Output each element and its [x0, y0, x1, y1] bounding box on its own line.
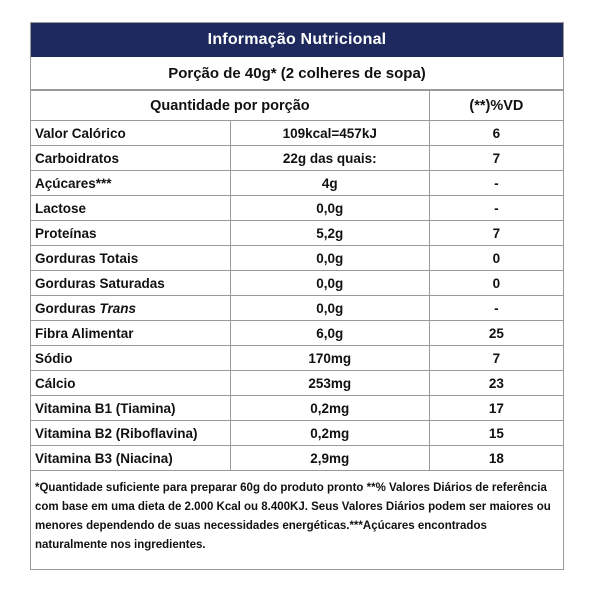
- table-row: [31, 171, 563, 196]
- nutrient-amount: 253mg: [230, 371, 429, 396]
- nutrient-amount: 2,9mg: [230, 446, 429, 471]
- table-row: [31, 396, 563, 421]
- nutrient-name: Proteínas: [31, 221, 230, 246]
- nutrient-name: Carboidratos: [31, 146, 230, 171]
- nutrient-vd: 7: [429, 346, 563, 371]
- table-row: [31, 346, 563, 371]
- nutrient-amount: 0,0g: [230, 296, 429, 321]
- nutrient-amount: 4g: [230, 171, 429, 196]
- nutrient-name: Valor Calórico: [31, 121, 230, 146]
- nutrient-vd: 25: [429, 321, 563, 346]
- nutrient-name: Fibra Alimentar: [31, 321, 230, 346]
- table-row: [31, 296, 563, 321]
- nutrient-vd: 15: [429, 421, 563, 446]
- nutrient-vd: 17: [429, 396, 563, 421]
- nutrient-name: Açúcares***: [31, 171, 230, 196]
- nutrient-amount: 0,2mg: [230, 421, 429, 446]
- nutrient-amount: 6,0g: [230, 321, 429, 346]
- quantity-header: Quantidade por porção: [31, 91, 429, 121]
- nutrient-vd: -: [429, 296, 563, 321]
- table-row: [31, 221, 563, 246]
- nutrient-name: Sódio: [31, 346, 230, 371]
- panel-title: Informação Nutricional: [31, 23, 563, 57]
- table-row: [31, 371, 563, 396]
- nutrient-vd: -: [429, 196, 563, 221]
- nutrient-vd: 0: [429, 271, 563, 296]
- table-row: [31, 196, 563, 221]
- nutrient-name-prefix: Gorduras: [35, 300, 96, 316]
- table-row: [31, 146, 563, 171]
- nutrient-name: Gorduras Saturadas: [31, 271, 230, 296]
- nutrient-vd: 7: [429, 221, 563, 246]
- nutrient-amount: 109kcal=457kJ: [230, 121, 429, 146]
- nutrient-vd: 0: [429, 246, 563, 271]
- nutrient-amount: 0,0g: [230, 196, 429, 221]
- footnote-text: *Quantidade suficiente para preparar 60g do produto pronto **% Valores Diários de referência com base em uma dieta de 2.000 Kcal ou 8.400KJ. Seus Valores Diários podem ser maiores ou menores dependendo de suas necessidades energéticas.***Açúcares encontrados naturalmente nos ingredientes.: [35, 482, 551, 551]
- nutrient-name: [31, 296, 230, 321]
- nutrient-vd: 6: [429, 121, 563, 146]
- table-row: [31, 246, 563, 271]
- nutrient-name: Vitamina B2 (Riboflavina): [31, 421, 230, 446]
- nutrient-amount: 0,0g: [230, 271, 429, 296]
- table-row: [31, 421, 563, 446]
- nutrient-vd: 23: [429, 371, 563, 396]
- table-row: [31, 121, 563, 146]
- nutrition-facts-panel: [30, 22, 564, 570]
- nutrient-amount: 22g das quais:: [230, 146, 429, 171]
- nutrient-amount: 0,2mg: [230, 396, 429, 421]
- table-header-row: [31, 91, 563, 121]
- nutrient-name: Vitamina B3 (Niacina): [31, 446, 230, 471]
- nutrient-vd: 7: [429, 146, 563, 171]
- table-row: [31, 271, 563, 296]
- nutrient-name: Cálcio: [31, 371, 230, 396]
- nutrient-amount: 5,2g: [230, 221, 429, 246]
- nutrient-name: Vitamina B1 (Tiamina): [31, 396, 230, 421]
- nutrient-amount: 170mg: [230, 346, 429, 371]
- vd-header: (**)%VD: [429, 91, 563, 121]
- table-row: [31, 446, 563, 471]
- nutrient-name: Lactose: [31, 196, 230, 221]
- portion-size: Porção de 40g* (2 colheres de sopa): [31, 57, 563, 90]
- nutrient-name-italic: Trans: [99, 300, 137, 316]
- nutrient-amount: 0,0g: [230, 246, 429, 271]
- nutrient-vd: 18: [429, 446, 563, 471]
- table-row: [31, 321, 563, 346]
- nutrition-table: [31, 90, 563, 471]
- nutrient-vd: -: [429, 171, 563, 196]
- nutrient-name: Gorduras Totais: [31, 246, 230, 271]
